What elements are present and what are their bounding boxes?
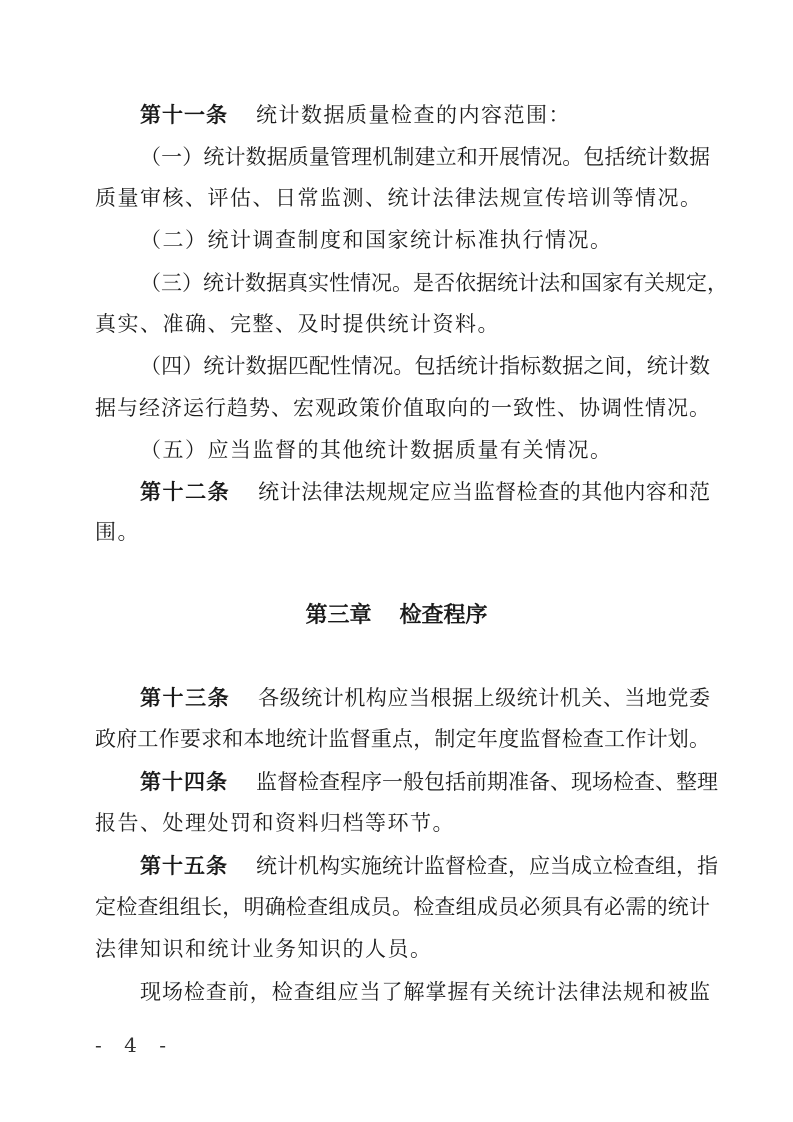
item-4-line: 据与经济运行趋势、宏观政策价值取向的一致性、协调性情况。 bbox=[95, 396, 710, 420]
chapter-heading bbox=[0, 598, 793, 629]
chapter-title: 检查程序 bbox=[399, 603, 488, 628]
article-12 bbox=[140, 478, 710, 506]
article-text: 监督检查程序一般包括前期准备、现场检查、整理 bbox=[256, 770, 718, 794]
item-3-line: （三）统计数据真实性情况。是否依据统计法和国家有关规定， bbox=[140, 271, 728, 295]
item-5-line: （五）应当监督的其他统计数据质量有关情况。 bbox=[140, 438, 613, 462]
article-lead: 第十五条 bbox=[140, 853, 228, 878]
paragraph-line: 现场检查前，检查组应当了解掌握有关统计法律法规和被监 bbox=[140, 980, 710, 1004]
article-14 bbox=[140, 768, 718, 796]
article-lead: 第十三条 bbox=[140, 685, 231, 710]
article-lead: 第十二条 bbox=[140, 479, 231, 504]
article-15-line: 法律知识和统计业务知识的人员。 bbox=[95, 937, 433, 961]
article-15 bbox=[140, 852, 718, 880]
page-number: - 4 - bbox=[95, 1033, 174, 1057]
item-1-line: （一）统计数据质量管理机制建立和开展情况。包括统计数据 bbox=[140, 145, 710, 169]
item-4-line: （四）统计数据匹配性情况。包括统计指标数据之间，统计数 bbox=[140, 354, 710, 378]
item-1-line: 质量审核、评估、日常监测、统计法律法规宣传培训等情况。 bbox=[95, 186, 703, 210]
article-lead: 第十一条 bbox=[140, 102, 228, 127]
article-lead: 第十四条 bbox=[140, 769, 228, 794]
article-text: 各级统计机构应当根据上级统计机关、当地党委 bbox=[258, 686, 711, 710]
article-11 bbox=[140, 101, 710, 129]
article-text: 统计数据质量检查的内容范围： bbox=[256, 103, 571, 127]
article-text: 统计机构实施统计监督检查，应当成立检查组，指 bbox=[256, 854, 718, 878]
item-2-line: （二）统计调查制度和国家统计标准执行情况。 bbox=[140, 228, 613, 252]
article-15-line: 定检查组组长，明确检查组成员。检查组成员必须具有必需的统计 bbox=[95, 895, 710, 919]
article-14-line: 报告、处理处罚和资料归档等环节。 bbox=[95, 811, 455, 835]
article-13 bbox=[140, 684, 710, 712]
article-text: 统计法律法规规定应当监督检查的其他内容和范 bbox=[258, 480, 711, 504]
article-12-line: 围。 bbox=[95, 520, 140, 544]
item-3-line: 真实、准确、完整、及时提供统计资料。 bbox=[95, 312, 500, 336]
chapter-number: 第三章 bbox=[305, 603, 372, 628]
article-13-line: 政府工作要求和本地统计监督重点，制定年度监督检查工作计划。 bbox=[95, 727, 710, 751]
